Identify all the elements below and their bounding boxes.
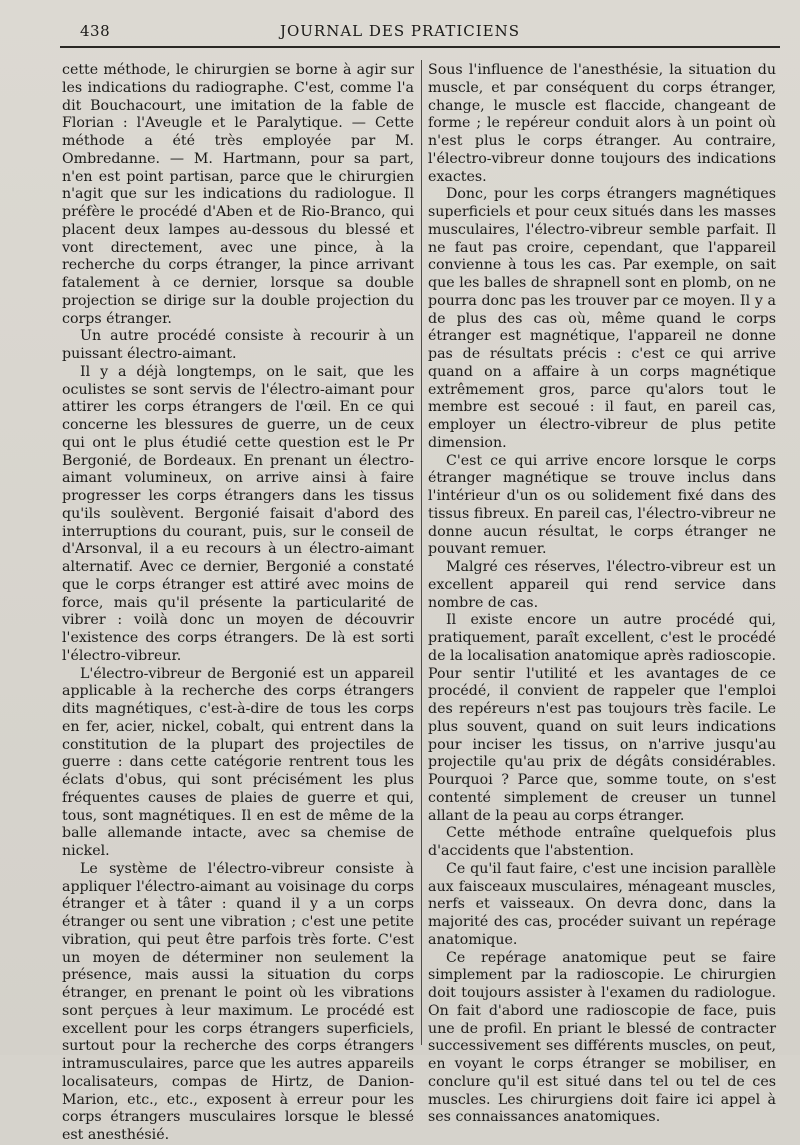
paragraph: Un autre procédé consiste à recourir à un puissant électro-aimant. — [62, 328, 414, 362]
paragraph: Donc, pour les corps étrangers magnétiques superficiels et pour ceux situés dans les masses musculaires, l'électro-vibreur semble parfait. Il ne faut pas croire, cependant, que l'appareil convienne à tous les cas. Par exemple, on sait que les balles de shrapnell sont en plomb, on ne pourra donc pas les trouver par ce moyen. Il y a de plus des cas où, même quand le corps étranger est magnétique, l'appareil ne donne pas de résultats précis : c'est ce qui arrive quand on a affaire à un corps magnétique extrêmement gros, parce qu'alors tout le membre est secoué : il faut, en pareil cas, employer un électro-vibreur de plus petite dimension. — [428, 186, 776, 451]
paragraph: Malgré ces réserves, l'électro-vibreur est un excellent appareil qui rend service dans nombre de cas. — [428, 559, 776, 611]
paragraph: Cette méthode entraîne quelquefois plus d'accidents que l'abstention. — [428, 825, 776, 859]
paragraph: Sous l'influence de l'anesthésie, la situation du muscle, et par conséquent du corps étranger, change, le muscle est flaccide, changeant de forme ; le repéreur conduit alors à un point où n'est plus le corps étranger. Au contraire, l'électro-vibreur donne toujours des indications exactes. — [428, 62, 776, 185]
paragraph: L'électro-vibreur de Bergonié est un appareil applicable à la recherche des corps étrangers dits magnétiques, c'est-à-dire de tous les corps en fer, acier, nickel, cobalt, qui entrent dans la constitution de la plupart des projectiles de guerre : dans cette catégorie rentrent tous les éclats d'obus, qui sont précisément les plus fréquentes causes de plaies de guerre et qui, tous, sont magnétiques. Il en est de même de la balle allemande intacte, avec sa chemise de nickel. — [62, 665, 414, 859]
left-column — [62, 62, 414, 1145]
paragraph: cette méthode, le chirurgien se borne à agir sur les indications du radiographe. C'est, comme l'a dit Bouchacourt, une imitation de la fable de Florian : l'Aveugle et le Paralytique. — Cette méthode a été très employée par M. Ombredanne. — M. Hartmann, pour sa part, n'en est point partisan, parce que le chirurgien n'agit que sur les indications du radiologue. Il préfère le procédé d'Aben et de Rio-Branco, qui placent deux lampes au-dessous du blessé et vont directement, avec une pince, à la recherche du corps étranger, la pince arrivant fatalement à ce dernier, lorsque sa double projection se dirige sur la double projection du corps étranger. — [62, 62, 414, 327]
paragraph: Le système de l'électro-vibreur consiste à appliquer l'électro-aimant au voisinage du corps étranger et à tâter : quand il y a un corps étranger ou sent une vibration ; c'est une petite vibration, qui peut être parfois très forte. C'est un moyen de déterminer non seulement la présence, mais aussi la situation du corps étranger, en prenant le point où les vibrations sont perçues à leur maximum. Le procédé est excellent pour les corps étrangers superficiels, surtout pour la recherche des corps étrangers intramusculaires, parce que les autres appareils localisateurs, compas de Hirtz, de Danion-Marion, etc., etc., exposent à erreur pour les corps étrangers musculaires lorsque le blessé est anesthésié. — [62, 860, 414, 1143]
paragraph: C'est ce qui arrive encore lorsque le corps étranger magnétique se trouve inclus dans l'intérieur d'un os ou solidement fixé dans des tissus fibreux. En pareil cas, l'électro-vibreur ne donne aucun résultat, le corps étranger ne pouvant remuer. — [428, 452, 776, 558]
journal-title: JOURNAL DES PRATICIENS — [279, 22, 521, 40]
page-number: 438 — [80, 22, 111, 40]
page-header — [0, 22, 800, 42]
column-divider — [421, 60, 422, 1045]
paragraph: Ce repérage anatomique peut se faire simplement par la radioscopie. Le chirurgien doit toujours assister à l'examen du radiologue. On fait d'abord une radioscopie de face, puis une de profil. En priant le blessé de contracter successivement ses différents muscles, on peut, en voyant le corps étranger se mobiliser, en conclure qu'il est situé dans tel ou tel de ces muscles. Les chirurgiens doit faire ici appel à ses connaissances anatomiques. — [428, 949, 776, 1126]
right-column — [428, 62, 776, 1127]
paragraph: Il y a déjà longtemps, on le sait, que les oculistes se sont servis de l'électro-aimant pour attirer les corps étrangers de l'œil. En ce qui concerne les blessures de guerre, un de ceux qui ont le plus étudié cette question est le Pr Bergonié, de Bordeaux. En prenant un électro-aimant volumineux, on arrive ainsi à faire progresser les corps étrangers dans les tissus qu'ils soulèvent. Bergonié faisait d'abord des interruptions du courant, puis, sur le conseil de d'Arsonval, il a eu recours à un électro-aimant alternatif. Avec ce dernier, Bergonié a constaté que le corps étranger est attiré avec moins de force, mais qu'il présente la particularité de vibrer : voilà donc un moyen de découvrir l'existence des corps étrangers. De là est sorti l'électro-vibreur. — [62, 363, 414, 664]
header-rule — [60, 46, 780, 48]
paragraph: Ce qu'il faut faire, c'est une incision parallèle aux faisceaux musculaires, ménageant muscles, nerfs et vaisseaux. On devra donc, dans la majorité des cas, procéder suivant un repérage anatomique. — [428, 860, 776, 948]
paragraph: Il existe encore un autre procédé qui, pratiquement, paraît excellent, c'est le procédé de la localisation anatomique après radioscopie. Pour sentir l'utilité et les avantages de ce procédé, il convient de rappeler que l'emploi des repéreurs n'est pas toujours très facile. Le plus souvent, quand on suit leurs indications pour inciser les tissus, on n'arrive jusqu'au projectile qu'au prix de dégâts considérables. Pourquoi ? Parce que, somme toute, on s'est contenté simplement de creuser un tunnel allant de la peau au corps étranger. — [428, 612, 776, 824]
